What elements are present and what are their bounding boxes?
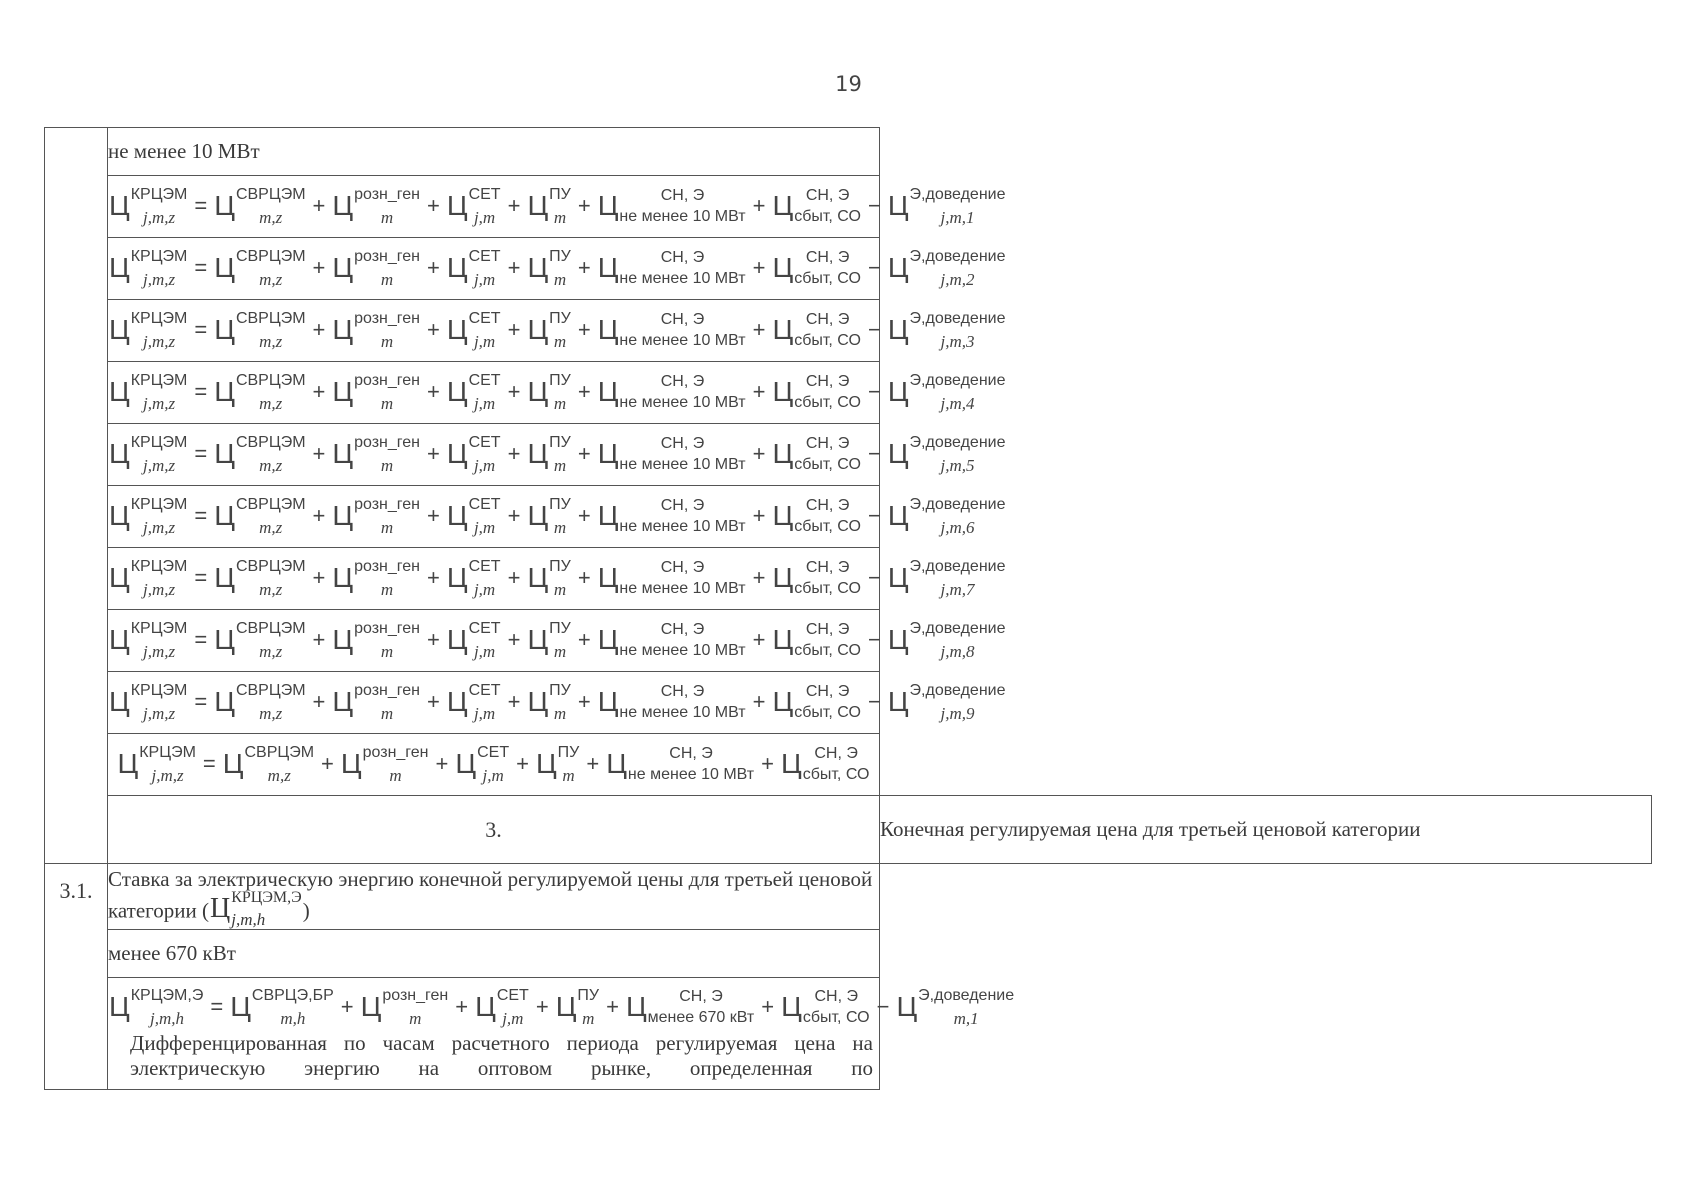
operator: + xyxy=(586,751,600,777)
operator: + xyxy=(427,627,440,653)
operator: = xyxy=(202,751,216,777)
operator: + xyxy=(312,503,326,529)
price-symbol: Ц Э,доведение j,m,1 xyxy=(887,186,1006,227)
operator: = xyxy=(194,689,208,715)
operator: + xyxy=(577,379,591,405)
operator: + xyxy=(435,751,449,777)
operator: + xyxy=(312,441,326,467)
price-symbol: Ц ПУ m xyxy=(527,248,571,289)
price-symbol: Ц СЕТ j,m xyxy=(446,496,501,537)
price-symbol: Ц розн_ген m xyxy=(332,682,420,723)
price-symbol: Ц Э,доведение j,m,3 xyxy=(887,310,1006,351)
price-symbol: Ц КРЦЭМ j,m,z xyxy=(109,620,188,661)
section-title: Ставка за электрическую энергию конечной регулируемой цены для третьей ценовой категории ( Ц КРЦЭМ,Э j,m,h ) xyxy=(108,864,880,930)
price-symbol: Ц ПУ m xyxy=(527,372,571,413)
operator: + xyxy=(312,379,326,405)
operator: + xyxy=(507,193,521,219)
operator: − xyxy=(867,503,881,529)
price-symbol: Ц ПУ m xyxy=(527,186,571,227)
operator: + xyxy=(752,255,766,281)
operator: + xyxy=(312,689,326,715)
price-symbol: Ц КРЦЭМ j,m,z xyxy=(109,310,188,351)
price-symbol: Ц СВРЦЭМ m,z xyxy=(214,620,306,661)
operator: − xyxy=(867,255,881,281)
operator: = xyxy=(194,193,208,219)
operator: + xyxy=(312,317,326,343)
operator: + xyxy=(507,379,521,405)
operator: − xyxy=(867,317,881,343)
price-symbol: Ц КРЦЭМ j,m,z xyxy=(109,682,188,723)
price-symbol: Ц СН, Э сбыт, СО xyxy=(772,372,861,412)
price-symbol: Ц СН, Э не менее 10 МВт xyxy=(597,620,746,660)
operator: = xyxy=(194,565,208,591)
operator: + xyxy=(577,689,591,715)
operator: − xyxy=(867,689,881,715)
table-row xyxy=(45,672,1652,734)
price-symbol: Ц СН, Э сбыт, СО xyxy=(772,496,861,536)
price-symbol: Ц СЕТ j,m xyxy=(446,186,501,227)
operator: + xyxy=(606,994,619,1020)
price-symbol: Ц СН, Э сбыт, СО xyxy=(772,248,861,288)
price-formula xyxy=(108,248,1006,289)
operator: = xyxy=(194,317,208,343)
formula-cell xyxy=(108,238,1006,300)
description-text: Дифференцированная по часам расчетного периода регулируемая цена на электрическую энергию на оптовом рынке, определенная по xyxy=(130,1030,873,1080)
operator: + xyxy=(455,994,469,1020)
operator: + xyxy=(312,627,326,653)
price-symbol: Ц Э,доведение j,m,5 xyxy=(887,434,1006,475)
formula-cell xyxy=(108,362,1006,424)
operator: = xyxy=(194,441,208,467)
price-symbol: Ц Э,доведение j,m,8 xyxy=(887,620,1006,661)
formula-cell xyxy=(108,610,1006,672)
operator: − xyxy=(867,193,881,219)
price-symbol: Ц СН, Э сбыт, СО xyxy=(772,558,861,598)
operator: + xyxy=(427,193,440,219)
price-symbol: Ц розн_ген m xyxy=(332,434,420,475)
price-symbol: Ц СВРЦЭМ m,z xyxy=(222,744,315,785)
table-row xyxy=(45,978,1652,1090)
table-row xyxy=(45,362,1652,424)
price-formula xyxy=(108,496,1006,537)
price-symbol: Ц СН, Э сбыт, СО xyxy=(772,620,861,660)
operator: + xyxy=(321,751,334,777)
operator: + xyxy=(507,317,521,343)
price-symbol: Ц ПУ m xyxy=(527,682,571,723)
operator: − xyxy=(867,565,881,591)
price-symbol: Ц СЕТ j,m xyxy=(446,372,501,413)
formula-cell xyxy=(108,672,1006,734)
price-symbol: Ц СН, Э сбыт, СО xyxy=(772,310,861,350)
price-symbol: Ц розн_ген m xyxy=(332,496,420,537)
operator: + xyxy=(516,751,529,777)
row-number-cell xyxy=(45,128,108,864)
operator: − xyxy=(867,379,881,405)
price-symbol: Ц КРЦЭМ j,m,z xyxy=(109,496,188,537)
operator: + xyxy=(507,441,521,467)
price-symbol: Ц СН, Э менее 670 кВт xyxy=(625,987,755,1027)
price-symbol: Ц СН, Э сбыт, СО xyxy=(780,744,870,784)
table-row xyxy=(45,548,1652,610)
formula-cell xyxy=(108,176,1006,238)
price-symbol: Ц розн_ген m xyxy=(340,744,429,785)
price-formula xyxy=(108,558,1006,599)
operator: + xyxy=(427,689,440,715)
operator: + xyxy=(752,193,766,219)
price-symbol: Ц СЕТ j,m xyxy=(446,682,501,723)
price-formula xyxy=(108,186,1006,227)
price-symbol: Ц Э,доведение j,m,6 xyxy=(887,496,1006,537)
price-symbol: Ц розн_ген m xyxy=(332,248,420,289)
table-row xyxy=(45,734,1652,796)
price-symbol: Ц СЕТ j,m xyxy=(446,310,501,351)
price-formula xyxy=(117,744,871,785)
price-symbol: Ц Э,доведение m,1 xyxy=(896,987,1015,1028)
operator: − xyxy=(867,627,881,653)
price-formula xyxy=(108,620,1006,661)
price-symbol: Ц КРЦЭМ j,m,z xyxy=(109,248,188,289)
price-symbol: Ц розн_ген m xyxy=(332,372,420,413)
operator: + xyxy=(340,994,354,1020)
price-symbol: Ц СН, Э не менее 10 МВт xyxy=(597,248,746,288)
price-formula xyxy=(108,987,1015,1028)
price-symbol: Ц СВРЦЭМ m,z xyxy=(214,558,306,599)
price-symbol: Ц розн_ген m xyxy=(332,558,420,599)
price-symbol: Ц КРЦЭМ,Э j,m,h xyxy=(109,987,204,1028)
section-number: 3. xyxy=(108,796,880,864)
operator: + xyxy=(752,627,766,653)
price-symbol: Ц ПУ m xyxy=(535,744,580,785)
price-symbol: Ц СВРЦЭМ m,z xyxy=(214,682,306,723)
operator: + xyxy=(427,379,440,405)
price-symbol: Ц ПУ m xyxy=(555,987,600,1028)
operator: + xyxy=(752,379,766,405)
table-row xyxy=(45,424,1652,486)
subheader-less-670kw: менее 670 кВт xyxy=(108,930,880,978)
operator: + xyxy=(752,503,766,529)
operator: + xyxy=(577,503,591,529)
price-symbol: Ц СВРЦЭМ m,z xyxy=(214,372,306,413)
operator: + xyxy=(761,751,774,777)
table-row xyxy=(45,864,1652,930)
table-row xyxy=(45,610,1652,672)
operator: + xyxy=(427,565,440,591)
operator: + xyxy=(312,193,326,219)
price-symbol: Ц СН, Э сбыт, СО xyxy=(772,682,861,722)
price-formula xyxy=(108,372,1006,413)
price-symbol: Ц СЕТ j,m xyxy=(446,558,501,599)
table-row xyxy=(45,238,1652,300)
price-symbol: Ц СН, Э не менее 10 МВт xyxy=(597,496,746,536)
price-symbol: Ц СН, Э не менее 10 МВт xyxy=(597,372,746,412)
price-symbol: Ц ПУ m xyxy=(527,434,571,475)
operator: + xyxy=(577,441,591,467)
price-symbol: Ц КРЦЭМ j,m,z xyxy=(109,558,188,599)
formula-cell xyxy=(108,548,1006,610)
table-row xyxy=(45,796,1652,864)
price-symbol: Ц розн_ген m xyxy=(332,620,420,661)
operator: + xyxy=(427,503,440,529)
price-symbol: Ц ПУ m xyxy=(527,310,571,351)
operator: + xyxy=(312,255,326,281)
formula-cell xyxy=(108,734,880,796)
operator: = xyxy=(194,627,208,653)
operator: + xyxy=(427,441,440,467)
price-symbol: Ц розн_ген m xyxy=(332,310,420,351)
price-symbol: Ц Э,доведение j,m,9 xyxy=(887,682,1006,723)
price-symbol: Ц СН, Э сбыт, СО xyxy=(772,186,861,226)
price-formula xyxy=(108,310,1006,351)
operator: + xyxy=(577,193,591,219)
section-number: 3.1. xyxy=(45,864,108,1090)
price-symbol: Ц СВРЦЭМ m,z xyxy=(214,310,306,351)
price-symbol: Ц Э,доведение j,m,2 xyxy=(887,248,1006,289)
price-symbol: Ц СН, Э не менее 10 МВт xyxy=(606,744,755,784)
operator: − xyxy=(867,441,881,467)
operator: + xyxy=(577,565,591,591)
price-symbol: Ц ПУ m xyxy=(527,496,571,537)
price-symbol: Ц СЕТ j,m xyxy=(446,620,501,661)
price-symbol: Ц КРЦЭМ,Э j,m,h xyxy=(209,888,302,930)
price-symbol: Ц СВРЦЭМ m,z xyxy=(214,496,306,537)
price-symbol: Ц СЕТ j,m xyxy=(455,744,510,785)
price-symbol: Ц КРЦЭМ j,m,z xyxy=(109,186,188,227)
subheader-not-less-10mw: не менее 10 МВт xyxy=(108,128,880,176)
table-row xyxy=(45,930,1652,978)
operator: + xyxy=(507,689,521,715)
price-symbol: Ц ПУ m xyxy=(527,558,571,599)
price-symbol: Ц Э,доведение j,m,4 xyxy=(887,372,1006,413)
price-symbol: Ц СН, Э сбыт, СО xyxy=(772,434,861,474)
formula-cell xyxy=(108,486,1006,548)
table-row xyxy=(45,128,1652,176)
operator: + xyxy=(577,627,591,653)
operator: + xyxy=(507,565,521,591)
formula-cell xyxy=(108,978,1015,1090)
table-row xyxy=(45,176,1652,238)
operator: + xyxy=(752,689,766,715)
price-symbol: Ц СН, Э не менее 10 МВт xyxy=(597,310,746,350)
table-row xyxy=(45,486,1652,548)
price-formula xyxy=(108,434,1006,475)
price-symbol: Ц СН, Э не менее 10 МВт xyxy=(597,682,746,722)
price-formula xyxy=(108,682,1006,723)
operator: + xyxy=(761,994,775,1020)
price-symbol: Ц розн_ген m xyxy=(332,186,420,227)
operator: − xyxy=(876,994,890,1020)
operator: + xyxy=(507,503,521,529)
price-symbol: Ц СН, Э не менее 10 МВт xyxy=(597,186,746,226)
price-symbol: Ц КРЦЭМ j,m,z xyxy=(109,372,188,413)
price-symbol: Ц СЕТ j,m xyxy=(446,248,501,289)
price-symbol: Ц СВРЦЭМ m,z xyxy=(214,186,306,227)
operator: = xyxy=(194,503,208,529)
operator: + xyxy=(535,994,549,1020)
price-symbol: Ц СН, Э не менее 10 МВт xyxy=(597,558,746,598)
operator: = xyxy=(194,379,208,405)
operator: + xyxy=(577,255,591,281)
operator: = xyxy=(210,994,224,1020)
formula-cell xyxy=(108,424,1006,486)
price-symbol: Ц СВРЦЭМ m,z xyxy=(214,248,306,289)
operator: + xyxy=(752,441,766,467)
operator: + xyxy=(507,255,521,281)
price-symbol: Ц КРЦЭМ j,m,z xyxy=(109,434,188,475)
formula-cell xyxy=(108,300,1006,362)
price-symbol: Ц ПУ m xyxy=(527,620,571,661)
operator: + xyxy=(312,565,326,591)
price-symbol: Ц СВРЦЭМ m,z xyxy=(214,434,306,475)
operator: + xyxy=(577,317,591,343)
operator: + xyxy=(752,565,766,591)
price-symbol: Ц СЕТ j,m xyxy=(475,987,529,1028)
price-symbol: Ц СЕТ j,m xyxy=(446,434,501,475)
section-title: Конечная регулируемая цена для третьей ценовой категории xyxy=(880,796,1652,864)
operator: + xyxy=(427,255,440,281)
page-number: 19 xyxy=(835,72,862,96)
table-row xyxy=(45,300,1652,362)
operator: + xyxy=(507,627,521,653)
operator: + xyxy=(427,317,440,343)
price-symbol: Ц розн_ген m xyxy=(360,987,449,1028)
price-symbol: Ц СН, Э не менее 10 МВт xyxy=(597,434,746,474)
price-symbol: Ц СВРЦЭ,БР m,h xyxy=(230,987,334,1028)
operator: + xyxy=(752,317,766,343)
operator: = xyxy=(194,255,208,281)
price-symbol: Ц СН, Э сбыт, СО xyxy=(781,987,870,1027)
price-symbol: Ц КРЦЭМ j,m,z xyxy=(117,744,196,785)
price-symbol: Ц Э,доведение j,m,7 xyxy=(887,558,1006,599)
tariff-table xyxy=(44,127,1652,1090)
